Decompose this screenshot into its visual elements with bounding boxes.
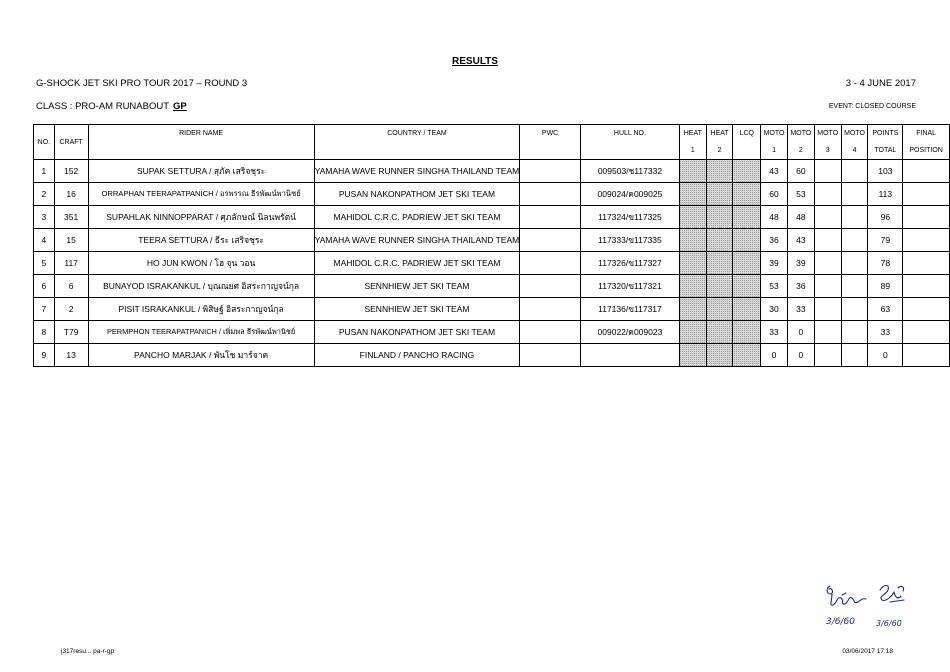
table-row [34, 275, 950, 298]
cell-moto1: 60 [761, 183, 788, 206]
cell-no: 9 [34, 344, 55, 367]
cell-craft: 13 [54, 344, 88, 367]
cell-no: 3 [34, 206, 55, 229]
cell-position [903, 298, 950, 321]
col-hull: HULL NO. [580, 125, 679, 143]
cell-craft: 117 [54, 252, 88, 275]
event-name: G-SHOCK JET SKI PRO TOUR 2017 – ROUND 3 [36, 78, 248, 89]
col-heat2: HEAT [706, 125, 733, 143]
cell-team: MAHIDOL C.R.C. PADRIEW JET SKI TEAM [314, 252, 520, 275]
page-title: RESULTS [452, 56, 498, 67]
cell-moto2: 0 [787, 321, 814, 344]
cell-moto1: 30 [761, 298, 788, 321]
cell-moto4 [841, 252, 868, 275]
col-pwc: PWC [520, 125, 581, 143]
cell-moto4 [841, 183, 868, 206]
results-table [33, 124, 950, 367]
table-row [34, 298, 950, 321]
cell-lcq [733, 229, 761, 252]
cell-position [903, 160, 950, 183]
class-code: GP [173, 101, 187, 112]
cell-moto1: 36 [761, 229, 788, 252]
col-moto4: MOTO [841, 125, 868, 143]
signature-date-1: 3/6/60 [826, 617, 855, 627]
cell-pwc [520, 275, 581, 298]
cell-craft: T79 [54, 321, 88, 344]
event-type: EVENT: CLOSED COURSE [828, 103, 916, 110]
cell-total: 96 [868, 206, 903, 229]
cell-moto1: 48 [761, 206, 788, 229]
cell-hull: 117136/ข117317 [580, 298, 679, 321]
table-row [34, 321, 950, 344]
header-row [34, 125, 950, 143]
signature-date-2: 3/6/60 [876, 619, 902, 628]
cell-pwc [520, 344, 581, 367]
cell-moto4 [841, 160, 868, 183]
cell-craft: 152 [54, 160, 88, 183]
cell-no: 1 [34, 160, 55, 183]
cell-total: 79 [868, 229, 903, 252]
cell-team: FINLAND / PANCHO RACING [314, 344, 520, 367]
cell-heat2 [706, 183, 733, 206]
cell-craft: 2 [54, 298, 88, 321]
cell-total: 0 [868, 344, 903, 367]
cell-moto2: 36 [787, 275, 814, 298]
col-lcq: LCQ [733, 125, 761, 143]
cell-moto4 [841, 321, 868, 344]
cell-no: 6 [34, 275, 55, 298]
col-moto2: MOTO [787, 125, 814, 143]
sub-moto3: 3 [814, 142, 841, 160]
cell-rider: TEERA SETTURA / ธีระ เสริจชุระ [88, 229, 314, 252]
cell-heat2 [706, 321, 733, 344]
cell-hull: 117324/ข117325 [580, 206, 679, 229]
cell-lcq [733, 183, 761, 206]
cell-moto4 [841, 344, 868, 367]
cell-heat1 [679, 206, 706, 229]
table-row [34, 206, 950, 229]
cell-moto3 [814, 206, 841, 229]
cell-total: 103 [868, 160, 903, 183]
cell-no: 2 [34, 183, 55, 206]
cell-craft: 6 [54, 275, 88, 298]
cell-lcq [733, 252, 761, 275]
cell-position [903, 275, 950, 298]
cell-heat1 [679, 321, 706, 344]
cell-heat2 [706, 275, 733, 298]
table-row [34, 183, 950, 206]
cell-total: 89 [868, 275, 903, 298]
col-team: COUNTRY / TEAM [314, 125, 520, 143]
sub-moto2: 2 [787, 142, 814, 160]
sub-moto4: 4 [841, 142, 868, 160]
cell-moto3 [814, 275, 841, 298]
col-moto1: MOTO [761, 125, 788, 143]
sub-total: TOTAL [868, 142, 903, 160]
cell-heat1 [679, 252, 706, 275]
col-points: POINTS [868, 125, 903, 143]
cell-no: 4 [34, 229, 55, 252]
cell-moto4 [841, 298, 868, 321]
cell-heat2 [706, 344, 733, 367]
cell-rider: SUPAK SETTURA / สุภัค เสริจชุระ [88, 160, 314, 183]
cell-no: 7 [34, 298, 55, 321]
cell-position [903, 206, 950, 229]
cell-pwc [520, 183, 581, 206]
cell-team: SENNHIEW JET SKI TEAM [314, 275, 520, 298]
col-rider: RIDER NAME [88, 125, 314, 143]
handwritten-signatures [820, 578, 920, 630]
footer-file-ref: j317resu... pa-r-gp [61, 648, 115, 655]
cell-lcq [733, 344, 761, 367]
cell-moto1: 39 [761, 252, 788, 275]
cell-hull: 009024/ค009025 [580, 183, 679, 206]
footer-timestamp: 03/06/2017 17:18 [842, 648, 893, 655]
col-moto3: MOTO [814, 125, 841, 143]
cell-team: YAMAHA WAVE RUNNER SINGHA THAILAND TEAM [314, 229, 520, 252]
cell-heat2 [706, 229, 733, 252]
cell-moto2: 33 [787, 298, 814, 321]
cell-moto1: 53 [761, 275, 788, 298]
cell-moto1: 43 [761, 160, 788, 183]
cell-moto1: 0 [761, 344, 788, 367]
cell-moto1: 33 [761, 321, 788, 344]
cell-heat1 [679, 160, 706, 183]
sub-position: POSITION [903, 142, 950, 160]
cell-pwc [520, 206, 581, 229]
sub-heat1: 1 [679, 142, 706, 160]
cell-team: MAHIDOL C.R.C. PADRIEW JET SKI TEAM [314, 206, 520, 229]
cell-moto4 [841, 229, 868, 252]
cell-total: 78 [868, 252, 903, 275]
col-craft: CRAFT [54, 125, 88, 160]
table-row [34, 229, 950, 252]
cell-total: 113 [868, 183, 903, 206]
cell-moto2: 0 [787, 344, 814, 367]
cell-lcq [733, 275, 761, 298]
cell-moto3 [814, 183, 841, 206]
cell-team: YAMAHA WAVE RUNNER SINGHA THAILAND TEAM [314, 160, 520, 183]
cell-hull: 009503/ช117332 [580, 160, 679, 183]
cell-team: PUSAN NAKONPATHOM JET SKI TEAM [314, 321, 520, 344]
cell-heat2 [706, 160, 733, 183]
cell-hull: 009022/ค009023 [580, 321, 679, 344]
cell-team: SENNHIEW JET SKI TEAM [314, 298, 520, 321]
cell-moto2: 60 [787, 160, 814, 183]
cell-heat1 [679, 298, 706, 321]
cell-rider: HO JUN KWON / โฮ จุน วอน [88, 252, 314, 275]
cell-rider: ORRAPHAN TEERAPATPANICH / อรพรรณ ธีรพัฒน์พานิชย์ [88, 183, 314, 206]
subheader-row [34, 142, 950, 160]
cell-pwc [520, 229, 581, 252]
cell-no: 5 [34, 252, 55, 275]
cell-moto3 [814, 321, 841, 344]
cell-pwc [520, 321, 581, 344]
sub-heat2: 2 [706, 142, 733, 160]
cell-hull [580, 344, 679, 367]
cell-lcq [733, 206, 761, 229]
cell-moto4 [841, 275, 868, 298]
class-label: CLASS : PRO-AM RUNABOUT [36, 101, 170, 112]
cell-moto3 [814, 252, 841, 275]
cell-position [903, 183, 950, 206]
cell-craft: 351 [54, 206, 88, 229]
cell-lcq [733, 321, 761, 344]
cell-heat2 [706, 298, 733, 321]
cell-craft: 15 [54, 229, 88, 252]
cell-pwc [520, 160, 581, 183]
sub-moto1: 1 [761, 142, 788, 160]
cell-heat1 [679, 344, 706, 367]
cell-position [903, 252, 950, 275]
event-dates: 3 - 4 JUNE 2017 [845, 78, 916, 89]
cell-pwc [520, 252, 581, 275]
col-no: NO. [34, 125, 55, 160]
cell-no: 8 [34, 321, 55, 344]
cell-heat1 [679, 183, 706, 206]
cell-hull: 117320/ข117321 [580, 275, 679, 298]
cell-rider: SUPAHLAK NINNOPPARAT / ศุภลักษณ์ นิลนพรัตน์ [88, 206, 314, 229]
table-row [34, 160, 950, 183]
cell-position [903, 344, 950, 367]
cell-team: PUSAN NAKONPATHOM JET SKI TEAM [314, 183, 520, 206]
cell-heat1 [679, 229, 706, 252]
cell-total: 63 [868, 298, 903, 321]
cell-moto3 [814, 160, 841, 183]
cell-moto3 [814, 298, 841, 321]
table-row [34, 252, 950, 275]
cell-total: 33 [868, 321, 903, 344]
cell-heat2 [706, 252, 733, 275]
cell-heat2 [706, 206, 733, 229]
cell-moto2: 43 [787, 229, 814, 252]
cell-position [903, 321, 950, 344]
cell-craft: 16 [54, 183, 88, 206]
cell-moto2: 39 [787, 252, 814, 275]
cell-lcq [733, 298, 761, 321]
cell-moto4 [841, 206, 868, 229]
cell-rider: PANCHO MARJAK / พันโช มาร์จาค [88, 344, 314, 367]
cell-rider: BUNAYOD ISRAKANKUL / บุณณยศ อิสระกาญจน์กุล [88, 275, 314, 298]
table-row [34, 344, 950, 367]
col-final: FINAL [903, 125, 950, 143]
cell-pwc [520, 298, 581, 321]
cell-moto2: 48 [787, 206, 814, 229]
cell-heat1 [679, 275, 706, 298]
cell-moto3 [814, 344, 841, 367]
cell-moto3 [814, 229, 841, 252]
cell-position [903, 229, 950, 252]
cell-rider: PERMPHON TEERAPATPANICH / เพิ่มพล ธีรพัฒน์พานิชย์ [88, 321, 314, 344]
cell-moto2: 53 [787, 183, 814, 206]
col-heat1: HEAT [679, 125, 706, 143]
cell-lcq [733, 160, 761, 183]
cell-hull: 117333/ข117335 [580, 229, 679, 252]
cell-rider: PISIT ISRAKANKUL / พิสิษฐ์ อิสระกาญจน์กุล [88, 298, 314, 321]
cell-hull: 117326/ข117327 [580, 252, 679, 275]
class-line [36, 101, 187, 112]
